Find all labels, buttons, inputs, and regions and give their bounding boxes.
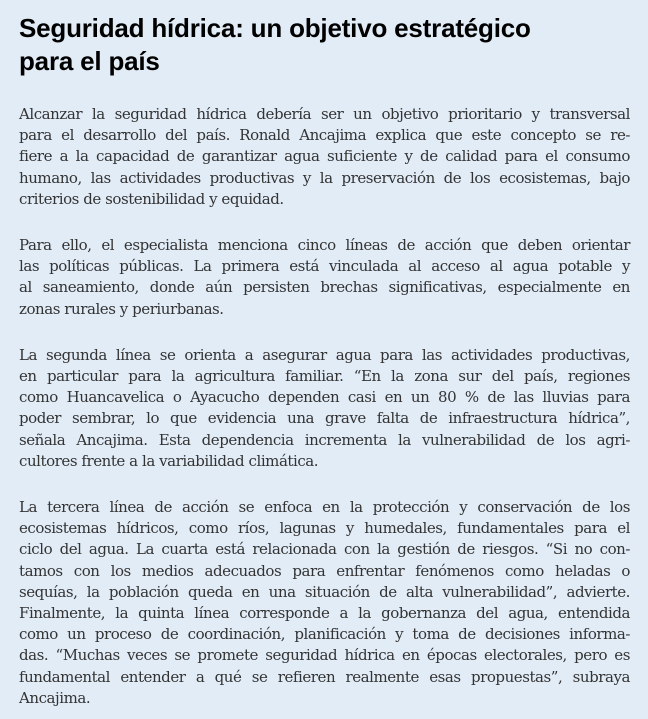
text-line: sequías, la población queda en una situación de alta vulnerabilidad”, advierte. <box>19 582 630 601</box>
text-line: fundamental entender a qué se refieren realmente esas propuestas”, subraya <box>19 667 630 686</box>
text-line: señala Ancajima. Esta dependencia incrementa la vulnerabilidad de los agri- <box>19 430 630 449</box>
text-line: fiere a la capacidad de garantizar agua suficiente y de calidad para el consumo <box>19 147 630 166</box>
headline-line: para el país <box>19 46 160 76</box>
paragraph-intro <box>19 104 630 210</box>
text-line: para el desarrollo del país. Ronald Ancajima explica que este concepto se re- <box>19 126 630 145</box>
text-line: criterios de sostenibilidad y equidad. <box>19 189 284 208</box>
article-headline <box>19 12 630 78</box>
paragraph-third-to-fifth <box>19 497 630 709</box>
paragraph-action-lines <box>19 235 630 320</box>
text-line: Para ello, el especialista menciona cinco líneas de acción que deben orientar <box>19 236 630 255</box>
text-line: zonas rurales y periurbanas. <box>19 299 224 318</box>
text-line: cultores frente a la variabilidad climática. <box>19 451 319 470</box>
text-line: Ancajima. <box>19 688 91 707</box>
text-line: tamos con los medios adecuados para enfrentar fenómenos como heladas o <box>19 561 630 580</box>
text-line: las políticas públicas. La primera está vinculada al acceso al agua potable y <box>19 257 630 276</box>
text-line: ciclo del agua. La cuarta está relacionada con la gestión de riesgos. “Si no con- <box>19 540 630 559</box>
text-line: al saneamiento, donde aún persisten brechas significativas, especialmente en <box>19 278 630 297</box>
headline-line: Seguridad hídrica: un objetivo estratégico <box>19 13 531 43</box>
text-line: ecosistemas hídricos, como ríos, lagunas y humedales, fundamentales para el <box>19 519 630 538</box>
text-line: La tercera línea de acción se enfoca en la protección y conservación de los <box>19 498 630 517</box>
text-line: como Huancavelica o Ayacucho dependen casi en un 80 % de las lluvias para <box>19 388 630 407</box>
article-body <box>19 104 630 709</box>
text-line: La segunda línea se orienta a asegurar agua para las actividades productivas, <box>19 345 630 364</box>
text-line: das. “Muchas veces se promete seguridad hídrica en épocas electorales, pero es <box>19 646 630 665</box>
text-line: humano, las actividades productivas y la preservación de los ecosistemas, bajo <box>19 168 630 187</box>
paragraph-second-line <box>19 345 630 472</box>
text-line: poder sembrar, lo que evidencia una grave falta de infraestructura hídrica”, <box>19 409 630 428</box>
text-line: Alcanzar la seguridad hídrica debería ser un objetivo prioritario y transversal <box>19 105 630 123</box>
text-line: como un proceso de coordinación, planificación y toma de decisiones informa- <box>19 625 630 644</box>
text-line: en particular para la agricultura familiar. “En la zona sur del país, regiones <box>19 367 630 386</box>
text-line: Finalmente, la quinta línea corresponde a la gobernanza del agua, entendida <box>19 604 630 623</box>
